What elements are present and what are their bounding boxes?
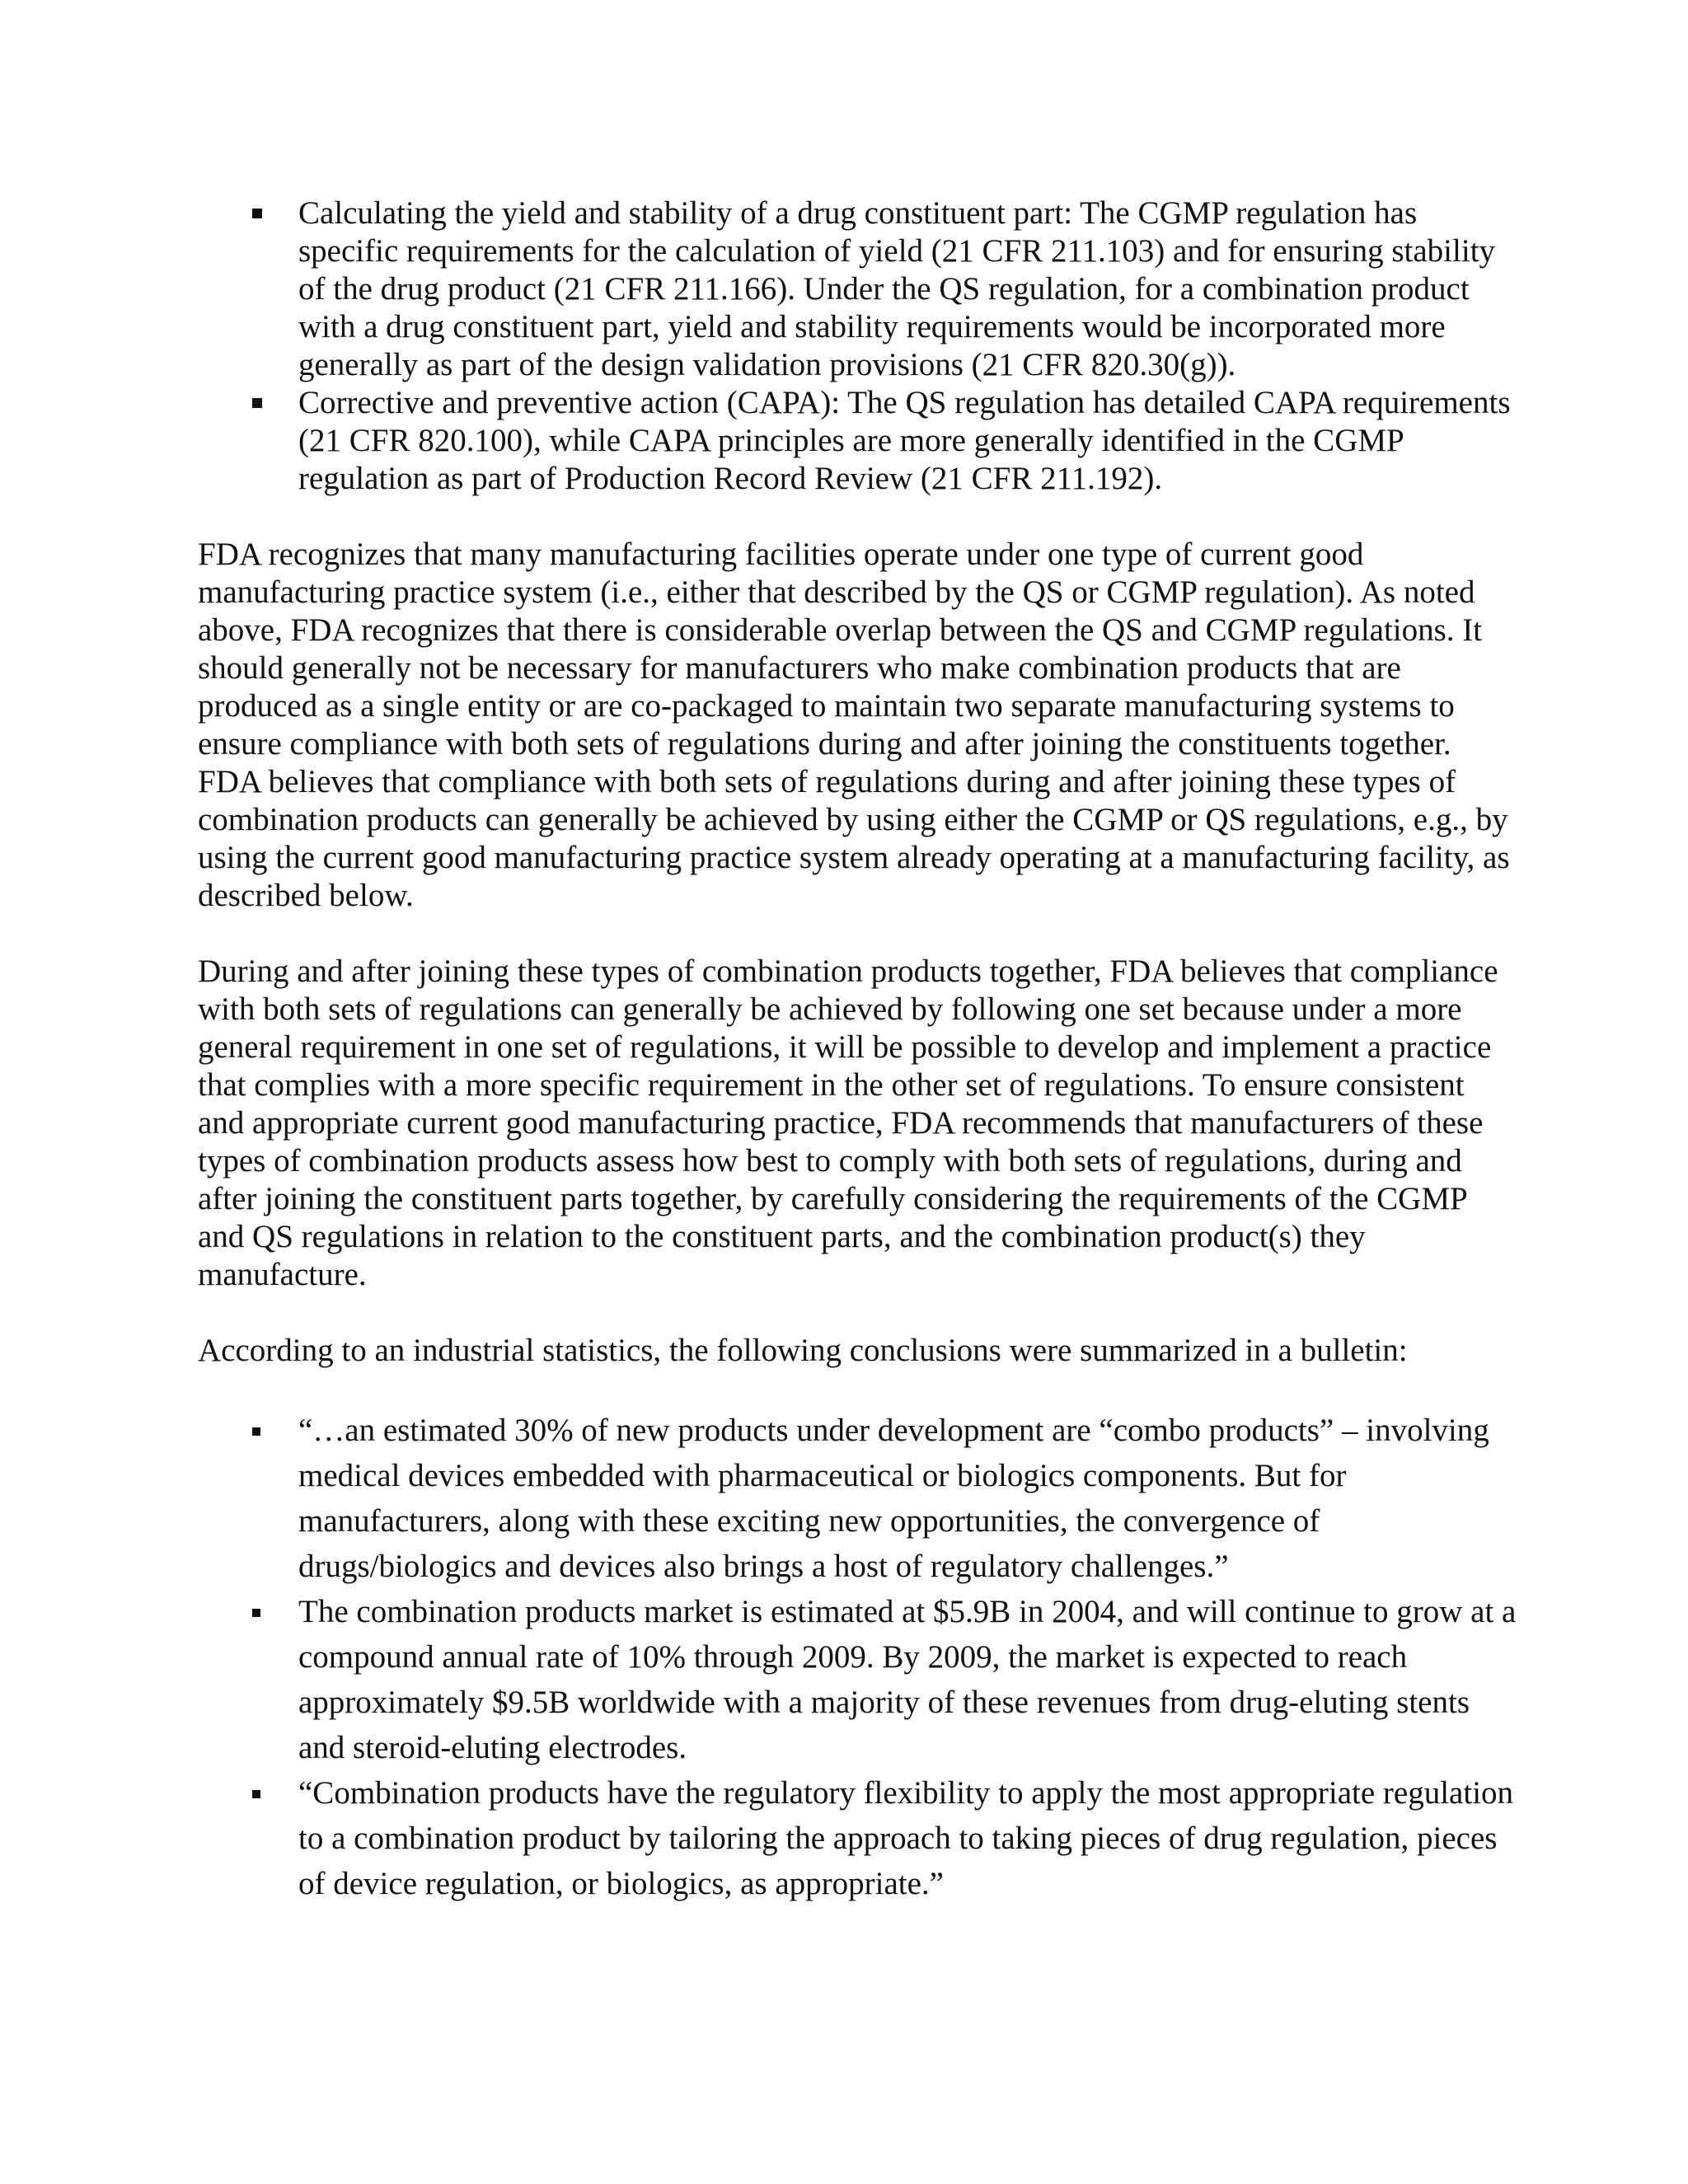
square-bullet-icon bbox=[252, 1790, 260, 1798]
bullet-text: Calculating the yield and stability of a drug constituent part: The CGMP regulation has specific requirements for the calculation of yield (21 CFR 211.103) and for ensuring stability of the drug product (21 CFR 211.166). Under the QS regulation, for a combination product with a drug constituent part, yield and stability requirements would be incorporated more generally as part of the design validation provisions (21 CFR 820.30(g)). bbox=[298, 195, 1496, 382]
paragraph: FDA recognizes that many manufacturing facilities operate under one type of current good manufacturing practice system (i.e., either that described by the QS or CGMP regulation). As noted above, FDA recognizes that there is considerable overlap between the QS and CGMP regulations. It should generally not be necessary for manufacturers who make combination products that are produced as a single entity or are co-packaged to maintain two separate manufacturing systems to ensure compliance with both sets of regulations during and after joining the constituents together. FDA believes that compliance with both sets of regulations during and after joining these types of combination products can generally be achieved by using either the CGMP or QS regulations, e.g., by using the current good manufacturing practice system already operating at a manufacturing facility, as described below. bbox=[198, 537, 1510, 913]
bottom-bullet-list bbox=[198, 1408, 1517, 1906]
square-bullet-icon bbox=[252, 209, 262, 218]
list-item bbox=[198, 384, 1517, 498]
bullet-text: “…an estimated 30% of new products under development are “combo products” – involving medical devices embedded with pharmaceutical or biologics components. But for manufacturers, along with these exciting new opportunities, the convergence of drugs/biologics and devices also brings a host of regulatory challenges.” bbox=[298, 1413, 1489, 1584]
square-bullet-icon bbox=[252, 1609, 260, 1617]
list-item bbox=[198, 1770, 1517, 1906]
bullet-text: The combination products market is estimated at $5.9B in 2004, and will continue to grow at a compound annual rate of 10% through 2009. By 2009, the market is expected to reach approximately $9.5B worldwide with a majority of these revenues from drug-eluting stents and steroid-eluting electrodes. bbox=[298, 1594, 1517, 1765]
document-page bbox=[198, 194, 1517, 1906]
paragraph: According to an industrial statistics, the following conclusions were summarized in a bulletin: bbox=[198, 1333, 1408, 1368]
square-bullet-icon bbox=[252, 1427, 260, 1436]
bullet-text: “Combination products have the regulatory flexibility to apply the most appropriate regulation to a combination product by tailoring the approach to taking pieces of drug regulation, pieces of device regulation, or biologics, as appropriate.” bbox=[298, 1775, 1514, 1901]
list-item bbox=[198, 194, 1517, 384]
top-bullet-list bbox=[198, 194, 1517, 498]
list-item bbox=[198, 1408, 1517, 1589]
bullet-text: Corrective and preventive action (CAPA): The QS regulation has detailed CAPA requirements (21 CFR 820.100), while CAPA principles are more generally identified in the CGMP regulation as part of Production Record Review (21 CFR 211.192). bbox=[298, 385, 1511, 496]
list-item bbox=[198, 1589, 1517, 1770]
paragraph: During and after joining these types of combination products together, FDA believes that compliance with both sets of regulations can generally be achieved by following one set because under a more general requirement in one set of regulations, it will be possible to develop and implement a practice that complies with a more specific requirement in the other set of regulations. To ensure consistent and appropriate current good manufacturing practice, FDA recommends that manufacturers of these types of combination products assess how best to comply with both sets of regulations, during and after joining the constituent parts together, by carefully considering the requirements of the CGMP and QS regulations in relation to the constituent parts, and the combination product(s) they manufacture. bbox=[198, 954, 1498, 1292]
square-bullet-icon bbox=[252, 398, 262, 408]
